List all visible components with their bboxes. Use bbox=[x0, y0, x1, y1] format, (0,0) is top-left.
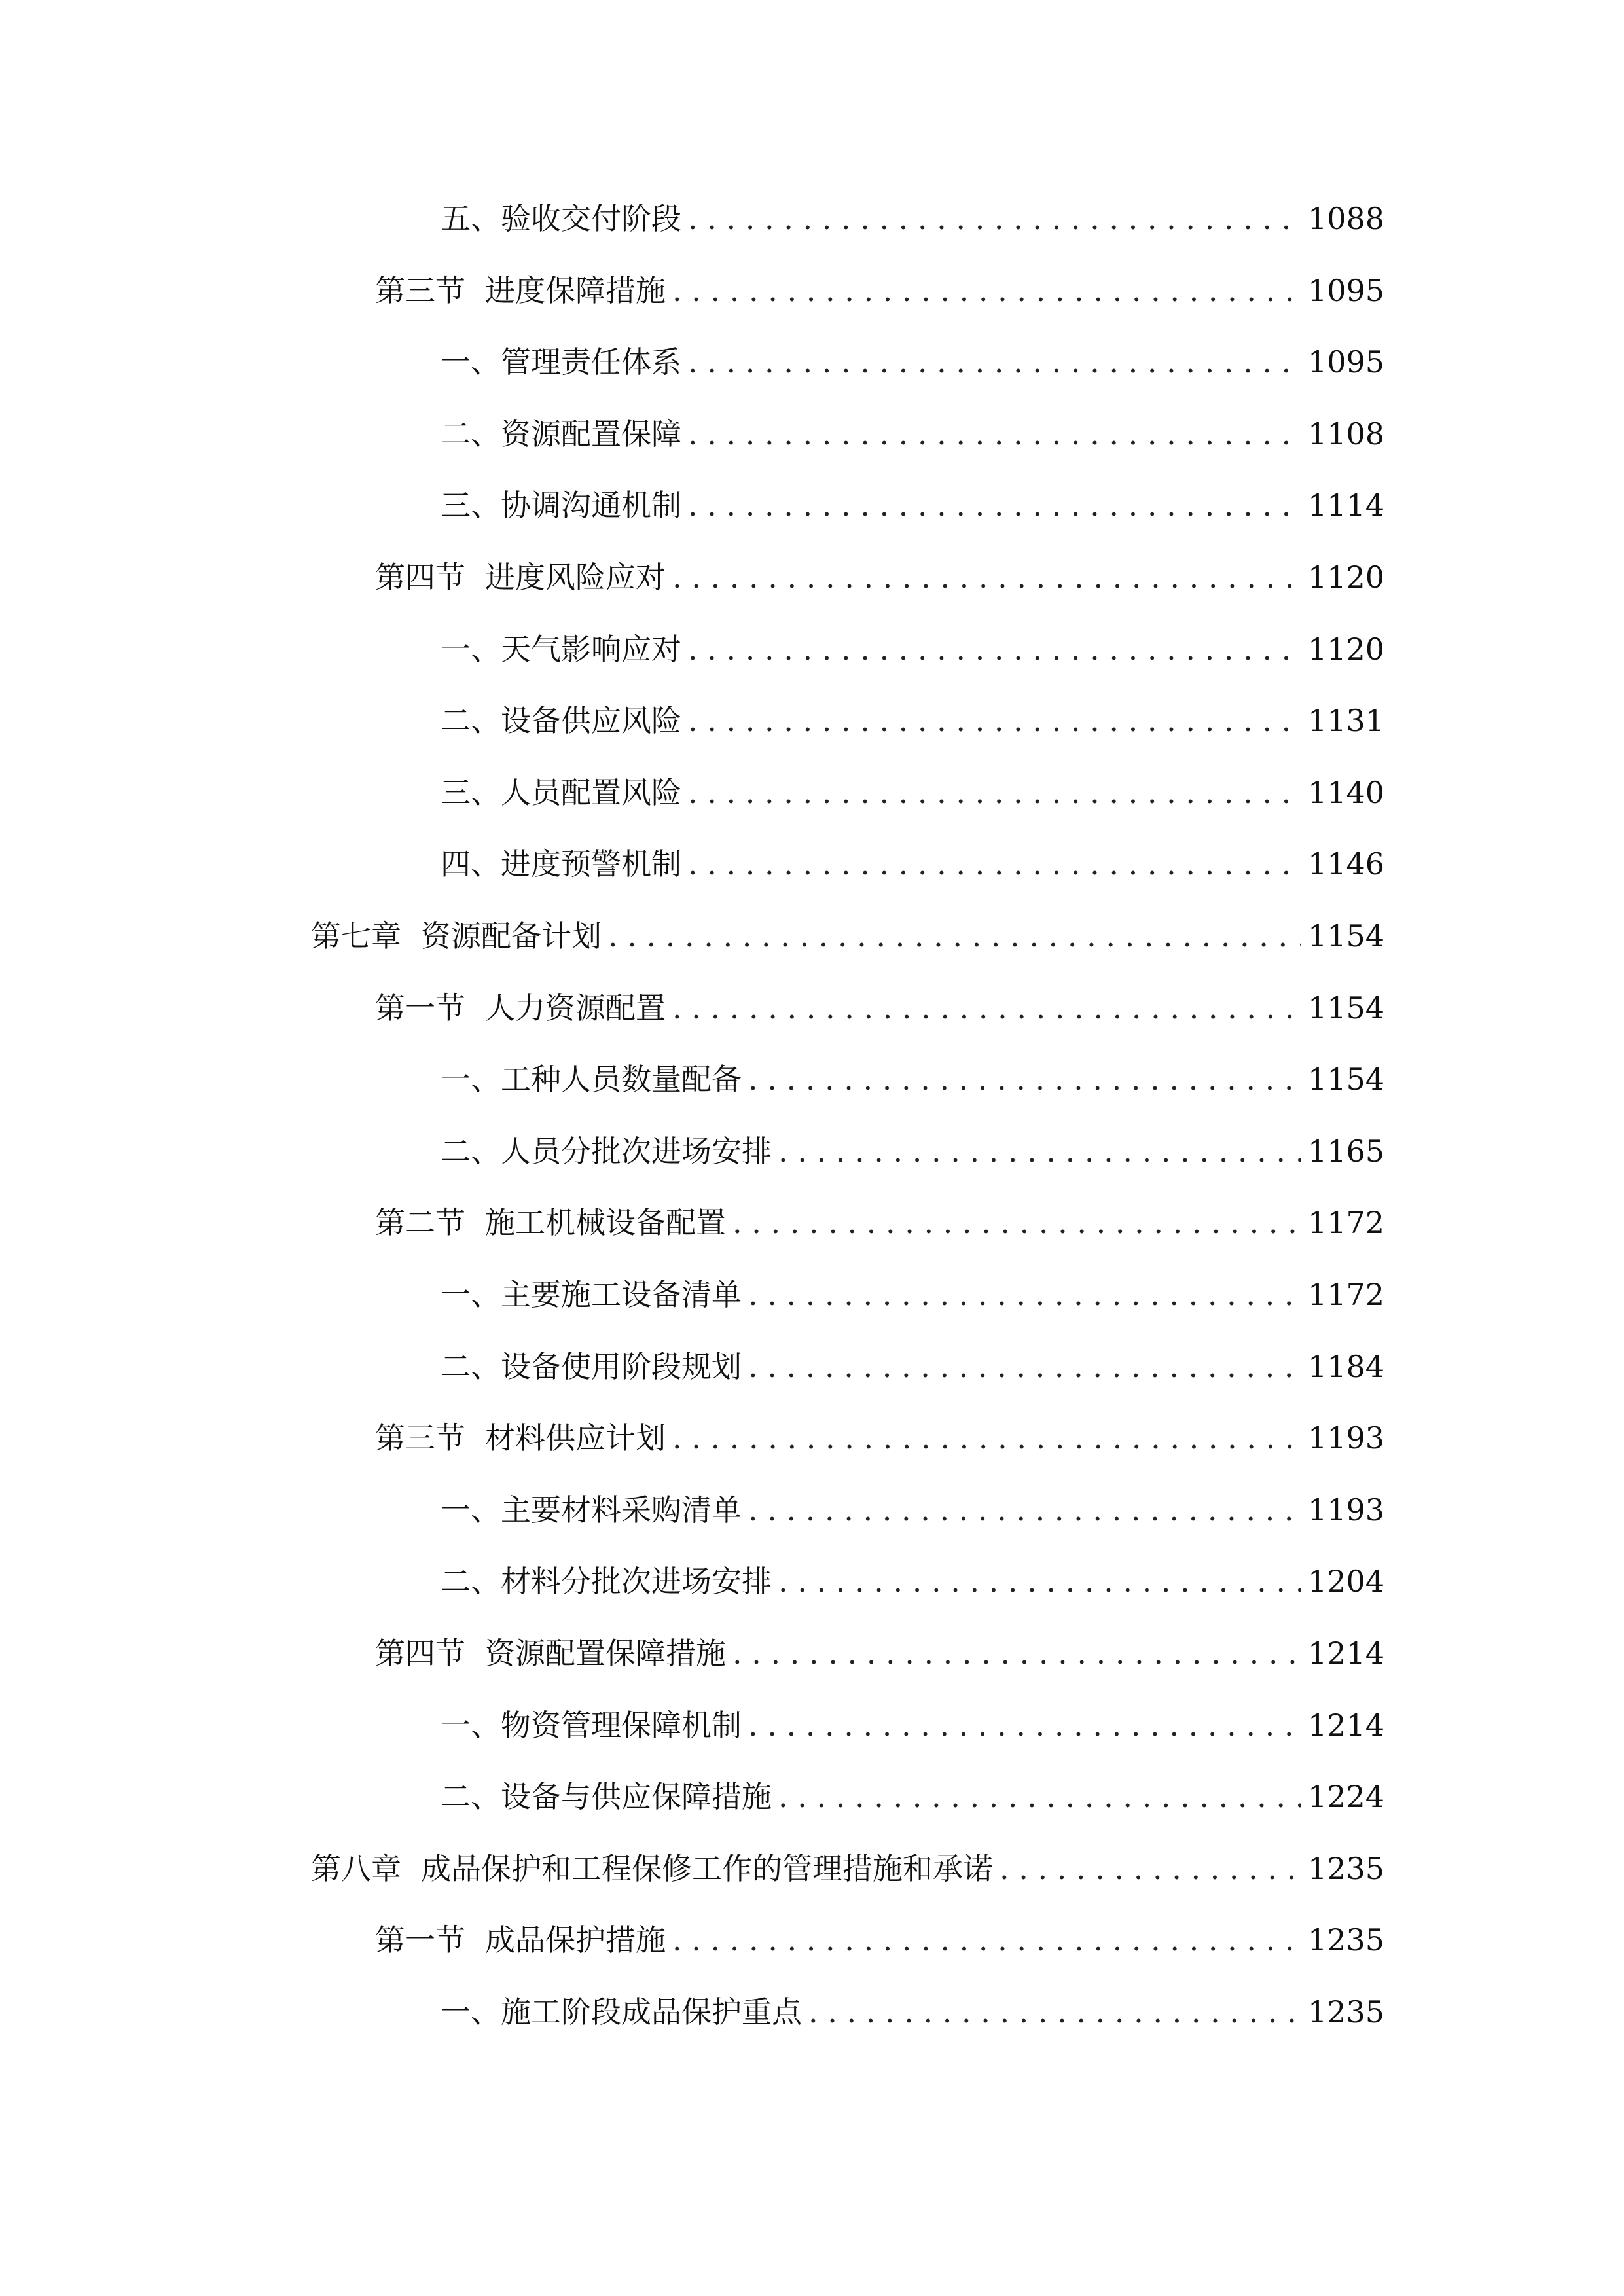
toc-entry-number: 四、 bbox=[441, 846, 501, 882]
toc-entry-page-number: 1120 bbox=[1308, 632, 1385, 667]
toc-dot-leader bbox=[688, 482, 1301, 528]
toc-dot-leader bbox=[778, 1128, 1301, 1174]
toc-entry-title: 进度保障措施 bbox=[485, 273, 666, 308]
toc-entry-title: 主要材料采购清单 bbox=[501, 1492, 742, 1528]
toc-entry-title: 材料分批次进场安排 bbox=[501, 1564, 772, 1599]
toc-dot-leader bbox=[688, 196, 1301, 242]
toc-entry[interactable] bbox=[375, 268, 1385, 314]
toc-entry[interactable] bbox=[375, 1917, 1385, 1963]
toc-entry-title: 天气影响应对 bbox=[501, 632, 681, 667]
toc-entry[interactable] bbox=[441, 841, 1385, 887]
toc-entry-number: 一、 bbox=[441, 1277, 501, 1312]
toc-entry[interactable] bbox=[441, 411, 1385, 457]
toc-dot-leader bbox=[748, 1702, 1301, 1748]
toc-entry-number: 二、 bbox=[441, 1349, 501, 1384]
toc-entry[interactable] bbox=[441, 1487, 1385, 1533]
toc-dot-leader bbox=[778, 1774, 1301, 1820]
toc-entry-page-number: 1214 bbox=[1308, 1708, 1385, 1743]
toc-entry-title: 人员分批次进场安排 bbox=[501, 1134, 772, 1169]
toc-entry-page-number: 1165 bbox=[1308, 1134, 1385, 1169]
toc-entry-page-number: 1108 bbox=[1308, 416, 1385, 452]
toc-entry-title: 施工阶段成品保护重点 bbox=[501, 1994, 802, 2030]
toc-entry-page-number: 1114 bbox=[1308, 488, 1385, 523]
toc-entry-title: 主要施工设备清单 bbox=[501, 1277, 742, 1312]
toc-dot-leader bbox=[778, 1558, 1301, 1604]
toc-entry-page-number: 1235 bbox=[1308, 1851, 1385, 1886]
toc-entry-number: 第四节 bbox=[375, 560, 465, 595]
toc-entry[interactable] bbox=[375, 1415, 1385, 1461]
toc-entry-number: 第三节 bbox=[375, 273, 465, 308]
toc-entry[interactable] bbox=[375, 1630, 1385, 1676]
toc-entry[interactable] bbox=[375, 1200, 1385, 1246]
toc-entry-page-number: 1154 bbox=[1308, 918, 1385, 954]
toc-entry-number: 第一节 bbox=[375, 1922, 465, 1958]
toc-dot-leader bbox=[672, 985, 1301, 1031]
toc-entry-page-number: 1154 bbox=[1308, 990, 1385, 1026]
toc-dot-leader bbox=[688, 626, 1301, 672]
toc-entry-title: 施工机械设备配置 bbox=[485, 1205, 726, 1240]
toc-entry-title: 协调沟通机制 bbox=[501, 488, 681, 523]
toc-entry-page-number: 1088 bbox=[1308, 201, 1385, 236]
toc-entry[interactable] bbox=[311, 1846, 1385, 1892]
toc-entry[interactable] bbox=[441, 1558, 1385, 1604]
toc-entry-title: 设备供应风险 bbox=[501, 703, 681, 738]
toc-entry[interactable] bbox=[441, 1056, 1385, 1102]
toc-entry-title: 进度风险应对 bbox=[485, 560, 666, 595]
toc-dot-leader bbox=[748, 1272, 1301, 1318]
toc-entry-number: 一、 bbox=[441, 344, 501, 380]
toc-entry[interactable] bbox=[311, 913, 1385, 959]
toc-entry-number: 第二节 bbox=[375, 1205, 465, 1240]
toc-entry-page-number: 1224 bbox=[1308, 1779, 1385, 1814]
toc-entry-title: 材料供应计划 bbox=[485, 1420, 666, 1456]
toc-entry[interactable] bbox=[375, 985, 1385, 1031]
toc-entry-number: 二、 bbox=[441, 1134, 501, 1169]
toc-entry-title: 人力资源配置 bbox=[485, 990, 666, 1026]
toc-entry-page-number: 1204 bbox=[1308, 1564, 1385, 1599]
toc-entry-number: 第八章 bbox=[311, 1851, 401, 1886]
toc-entry-title: 人员配置风险 bbox=[501, 775, 681, 810]
toc-dot-leader bbox=[672, 268, 1301, 314]
toc-entry-page-number: 1214 bbox=[1308, 1636, 1385, 1671]
toc-dot-leader bbox=[688, 770, 1301, 816]
toc-dot-leader bbox=[688, 841, 1301, 887]
toc-dot-leader bbox=[688, 339, 1301, 385]
toc-entry-title: 资源配置保障措施 bbox=[485, 1636, 726, 1671]
toc-entry-page-number: 1235 bbox=[1308, 1922, 1385, 1958]
toc-entry-title: 资源配置保障 bbox=[501, 416, 681, 452]
toc-entry-number: 第四节 bbox=[375, 1636, 465, 1671]
toc-entry-page-number: 1131 bbox=[1308, 703, 1385, 738]
toc-entry[interactable] bbox=[441, 196, 1385, 242]
toc-dot-leader bbox=[688, 411, 1301, 457]
toc-dot-leader bbox=[748, 1487, 1301, 1533]
toc-entry-title: 设备与供应保障措施 bbox=[501, 1779, 772, 1814]
toc-entry-number: 第一节 bbox=[375, 990, 465, 1026]
toc-dot-leader bbox=[748, 1344, 1301, 1390]
toc-dot-leader bbox=[672, 1917, 1301, 1963]
toc-entry-title: 资源配备计划 bbox=[421, 918, 602, 954]
toc-entry-number: 二、 bbox=[441, 703, 501, 738]
toc-dot-leader bbox=[688, 698, 1301, 744]
toc-dot-leader bbox=[732, 1630, 1301, 1676]
toc-entry-page-number: 1146 bbox=[1308, 846, 1385, 882]
toc-entry-number: 一、 bbox=[441, 1708, 501, 1743]
toc-entry[interactable] bbox=[441, 1344, 1385, 1390]
toc-entry-title: 工种人员数量配备 bbox=[501, 1062, 742, 1097]
toc-entry-number: 三、 bbox=[441, 488, 501, 523]
toc-dot-leader bbox=[672, 1415, 1301, 1461]
toc-entry-title: 设备使用阶段规划 bbox=[501, 1349, 742, 1384]
toc-entry-page-number: 1120 bbox=[1308, 560, 1385, 595]
toc-entry-page-number: 1172 bbox=[1308, 1277, 1385, 1312]
toc-entry-number: 二、 bbox=[441, 1564, 501, 1599]
toc-dot-leader bbox=[748, 1056, 1301, 1102]
toc-entry-page-number: 1193 bbox=[1308, 1492, 1385, 1528]
toc-entry-page-number: 1095 bbox=[1308, 273, 1385, 308]
toc-entry-title: 成品保护措施 bbox=[485, 1922, 666, 1958]
toc-entry[interactable] bbox=[375, 554, 1385, 600]
toc-entry-number: 一、 bbox=[441, 632, 501, 667]
toc-entry-number: 一、 bbox=[441, 1492, 501, 1528]
toc-dot-leader bbox=[808, 1989, 1301, 2035]
toc-entry-page-number: 1193 bbox=[1308, 1420, 1385, 1456]
toc-entry-number: 三、 bbox=[441, 775, 501, 810]
toc-entry[interactable] bbox=[441, 698, 1385, 744]
toc-entry-title: 成品保护和工程保修工作的管理措施和承诺 bbox=[421, 1851, 993, 1886]
toc-entry[interactable] bbox=[441, 1774, 1385, 1820]
toc-entry[interactable] bbox=[441, 339, 1385, 385]
toc-entry[interactable] bbox=[441, 482, 1385, 528]
toc-dot-leader bbox=[732, 1200, 1301, 1246]
toc-dot-leader bbox=[672, 554, 1301, 600]
toc-dot-leader bbox=[1000, 1846, 1301, 1892]
toc-entry-title: 管理责任体系 bbox=[501, 344, 681, 380]
toc-entry-title: 进度预警机制 bbox=[501, 846, 681, 882]
toc-entry[interactable] bbox=[441, 626, 1385, 672]
toc-entry-title: 物资管理保障机制 bbox=[501, 1708, 742, 1743]
toc-entry-number: 一、 bbox=[441, 1062, 501, 1097]
toc-entry[interactable] bbox=[441, 1702, 1385, 1748]
toc-entry[interactable] bbox=[441, 1272, 1385, 1318]
toc-entry-page-number: 1172 bbox=[1308, 1205, 1385, 1240]
toc-entry-page-number: 1154 bbox=[1308, 1062, 1385, 1097]
toc-entry[interactable] bbox=[441, 1128, 1385, 1174]
toc-entry-page-number: 1140 bbox=[1308, 775, 1385, 810]
toc-entry[interactable] bbox=[441, 1989, 1385, 2035]
toc-entry-page-number: 1095 bbox=[1308, 344, 1385, 380]
toc-entry-number: 第三节 bbox=[375, 1420, 465, 1456]
toc-entry-title: 验收交付阶段 bbox=[501, 201, 681, 236]
toc-entry-number: 五、 bbox=[441, 201, 501, 236]
toc-entry-number: 第七章 bbox=[311, 918, 401, 954]
toc-entry-page-number: 1184 bbox=[1308, 1349, 1385, 1384]
toc-entry-number: 二、 bbox=[441, 416, 501, 452]
toc-dot-leader bbox=[608, 913, 1301, 959]
toc-entry-number: 二、 bbox=[441, 1779, 501, 1814]
toc-entry-number: 一、 bbox=[441, 1994, 501, 2030]
toc-entry[interactable] bbox=[441, 770, 1385, 816]
toc-entry-page-number: 1235 bbox=[1308, 1994, 1385, 2030]
